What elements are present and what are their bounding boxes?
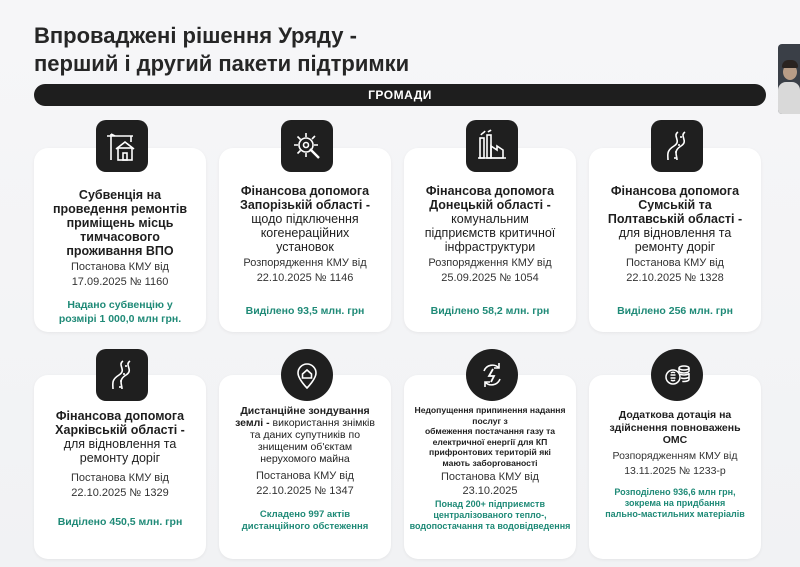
card-title: Фінансова допомога Сумській та Полтавській області - для відновлення та ремонту доріг [607, 184, 743, 254]
construction-crane-house-icon [96, 120, 148, 172]
card-document: Постанова КМУ від 17.09.2025 № 1160 [71, 261, 169, 288]
card-text [412, 184, 568, 318]
card-text [408, 405, 572, 532]
card-gas-electricity [404, 375, 576, 559]
card-result: Понад 200+ підприємств централізованого тепло-, водопостачання та водовідведення [409, 499, 571, 531]
card-text [227, 184, 383, 318]
card-result: Складено 997 актів дистанційного обстеження [241, 509, 369, 532]
card-document: Розпорядження КМУ від 25.09.2025 № 1054 [428, 257, 552, 284]
card-result: Виділено 450,5 млн. грн [57, 516, 183, 528]
card-result: Виділено 256 млн. грн [617, 305, 733, 317]
card-text [42, 409, 198, 529]
road-icon [96, 349, 148, 401]
location-pin-house-icon [281, 349, 333, 401]
card-result: Розподілено 936,6 млн грн, зокрема на придбання пально-мастильних матеріалів [605, 486, 745, 519]
card-kharkiv [34, 375, 206, 559]
card-oms-subsidy [589, 375, 761, 559]
card-text [597, 184, 753, 318]
gear-wrench-icon [281, 120, 333, 172]
title-line-1: Впроваджені рішення Уряду - [34, 23, 357, 48]
page-title [34, 22, 594, 78]
card-text [42, 188, 198, 326]
card-document: Постанова КМУ від 22.10.2025 № 1347 [256, 470, 354, 497]
card-document: Постанова КМУ від 22.10.2025 № 1328 [626, 257, 724, 284]
card-subvention-vpo [34, 148, 206, 332]
card-result: Виділено 58,2 млн. грн [430, 305, 550, 317]
card-remote-sensing [219, 375, 391, 559]
card-title: Фінансова допомога Запорізькій області - щодо підключення когенераційних установок [240, 184, 370, 254]
card-document: Постанова КМУ від 22.10.2025 № 1329 [71, 472, 169, 499]
energy-cycle-icon [466, 349, 518, 401]
card-title: Фінансова допомога Донецькій області - комунальним підприємств критичної інфраструктури [424, 184, 556, 254]
card-result: Надано субвенцію у розмірі 1 000,0 млн грн. [58, 299, 182, 325]
card-title: Додаткова дотація на здійснення повноважень ОМС [609, 409, 741, 446]
section-banner: ГРОМАДИ [34, 84, 766, 106]
card-text [597, 409, 753, 520]
card-document: Розпорядження КМУ від 22.10.2025 № 1146 [243, 257, 367, 284]
card-title: Субвенція на проведення ремонтів приміщень місць тимчасового проживання ВПО [52, 188, 187, 258]
card-donetsk [404, 148, 576, 332]
card-zaporizhzhia [219, 148, 391, 332]
card-document: Постанова КМУ від 23.10.2025 [441, 471, 539, 497]
card-title: Фінансова допомога Харківській області - для відновлення та ремонту доріг [55, 409, 185, 465]
road-icon [651, 120, 703, 172]
card-result: Виділено 93,5 млн. грн [245, 305, 365, 317]
card-document: Розпорядженням КМУ від 13.11.2025 № 1233-р [612, 449, 738, 477]
webcam-thumbnail[interactable] [778, 44, 800, 114]
card-title: Дистанційне зондування землі - використання знімків та даних супутників по знищеним об'єктам нерухомого майна [235, 405, 375, 465]
card-sumy-poltava [589, 148, 761, 332]
title-line-2: перший і другий пакети підтримки [34, 51, 410, 76]
card-text [227, 405, 383, 533]
card-title: Недопущення припинення надання послуг з обмеження постачання газу та електричної енергії для КП прифронтових територій які мають заборгованості [414, 405, 566, 468]
coins-hryvnia-icon [651, 349, 703, 401]
factory-icon [466, 120, 518, 172]
